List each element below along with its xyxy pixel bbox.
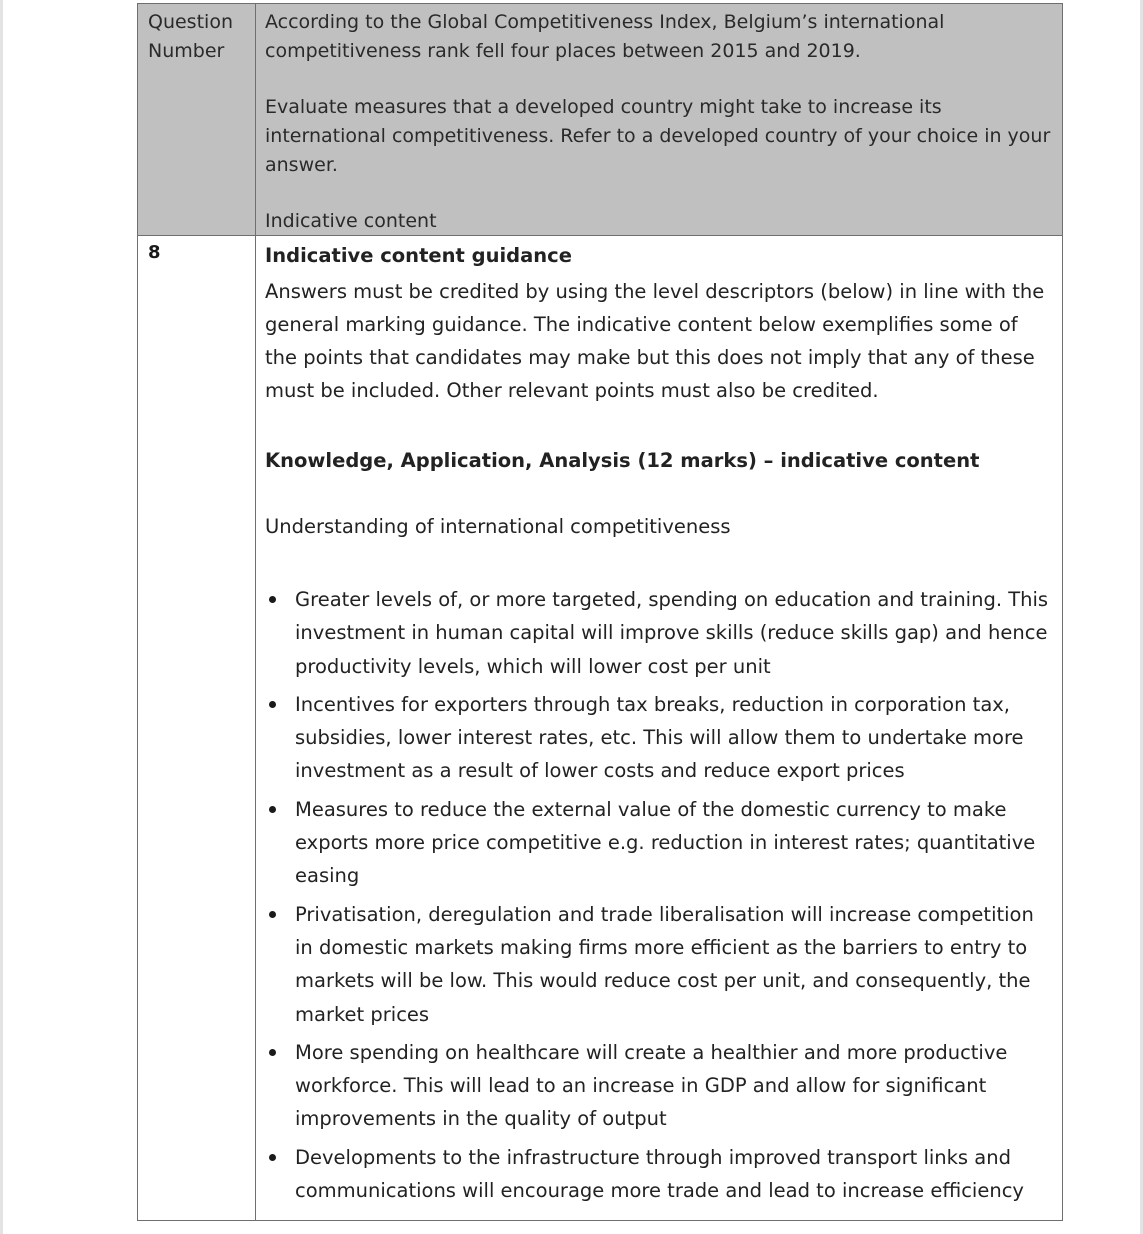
question-number-label: Question Number	[148, 11, 233, 62]
list-item: Measures to reduce the external value of the domestic currency to make exports more price competitive e.g. reduction in interest rates; quantitative easing	[265, 793, 1052, 893]
list-item: More spending on healthcare will create a healthier and more productive workforce. This will lead to an increase in GDP and allow for significant improvements in the quality of output	[265, 1036, 1052, 1136]
guidance-heading: Indicative content guidance	[265, 244, 572, 267]
answer-content-cell	[256, 236, 1063, 1221]
question-prompt: Evaluate measures that a developed country might take to increase its international competitiveness. Refer to a developed country of your choice in your answer.	[265, 96, 1051, 176]
question-number-header-cell	[138, 4, 256, 236]
question-number-cell	[138, 236, 256, 1221]
header-row	[138, 4, 1063, 236]
question-number: 8	[148, 242, 161, 263]
bullet-icon	[269, 911, 276, 918]
subheading: Understanding of international competitiveness	[265, 515, 731, 538]
bullet-icon	[269, 1154, 276, 1161]
guidance-paragraph: Answers must be credited by using the level descriptors (below) in line with the general marking guidance. The indicative content below exemplifies some of the points that candidates may make but this does not imply that any of these must be included. Other relevant points must also be credited.	[265, 280, 1045, 402]
section-heading: Knowledge, Application, Analysis (12 marks) – indicative content	[265, 449, 980, 472]
indicative-content-label: Indicative content	[265, 210, 437, 232]
list-item: Developments to the infrastructure through improved transport links and communications will encourage more trade and lead to increase efficiency	[265, 1141, 1052, 1208]
answer-row	[138, 236, 1063, 1221]
page-edge-left	[0, 0, 3, 1234]
bullet-icon	[269, 701, 276, 708]
list-item: Incentives for exporters through tax breaks, reduction in corporation tax, subsidies, lower interest rates, etc. This will allow them to undertake more investment as a result of lower costs and reduce export prices	[265, 688, 1052, 788]
indicative-points-list	[265, 583, 1052, 1207]
bullet-icon	[269, 806, 276, 813]
bullet-icon	[269, 596, 276, 603]
question-context: According to the Global Competitiveness Index, Belgium’s international competitiveness rank fell four places between 2015 and 2019.	[265, 11, 945, 62]
bullet-icon	[269, 1049, 276, 1056]
list-item: Privatisation, deregulation and trade liberalisation will increase competition in domestic markets making firms more efficient as the barriers to entry to markets will be low. This would reduce cost per unit, and consequently, the market prices	[265, 898, 1052, 1031]
list-item: Greater levels of, or more targeted, spending on education and training. This investment in human capital will improve skills (reduce skills gap) and hence productivity levels, which will lower cost per unit	[265, 583, 1052, 683]
question-text-cell	[256, 4, 1063, 236]
mark-scheme-table	[137, 3, 1063, 1221]
